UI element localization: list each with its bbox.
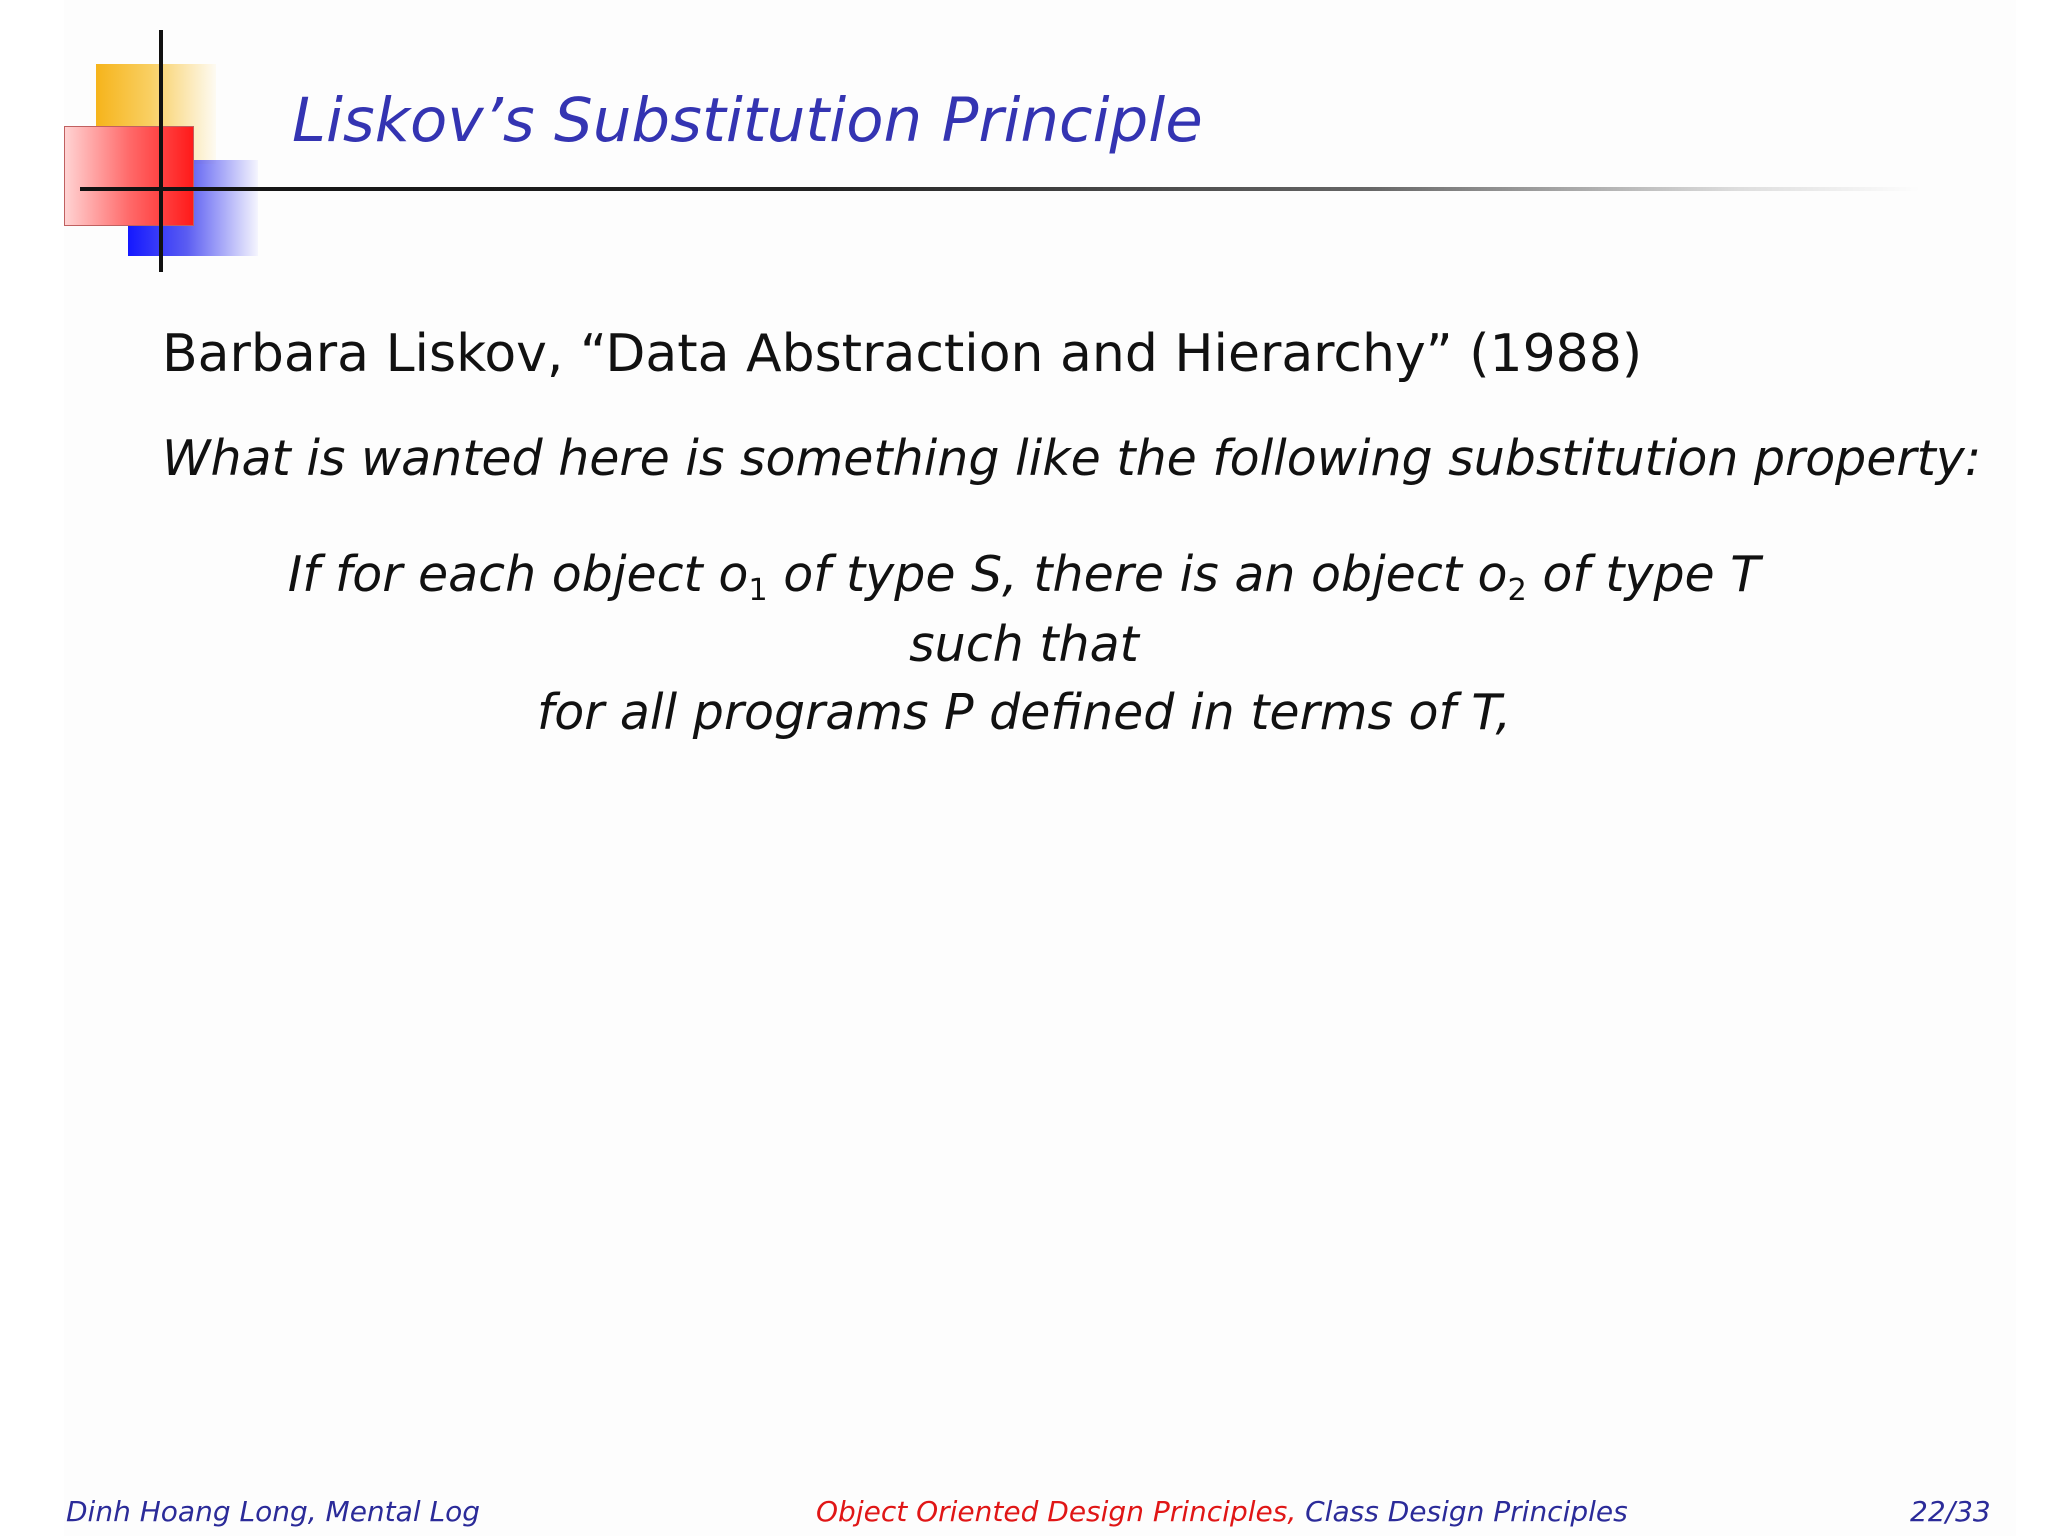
subscript: 1 — [748, 573, 768, 609]
page-number: 22/33 — [1910, 1495, 1991, 1528]
quote-line-3: for all programs P defined in terms of T, — [536, 684, 1512, 741]
title-rule — [80, 187, 1920, 191]
quote-text: of type S, there is an object o — [767, 546, 1508, 603]
footer-section-blue: Class Design Principles — [1305, 1495, 1628, 1528]
quote-line-2: such that — [909, 616, 1139, 673]
footer-section-red: Object Oriented Design Principles — [816, 1495, 1288, 1528]
footer-separator: , — [1287, 1495, 1306, 1528]
footer-section — [816, 1495, 1628, 1528]
quote-text: of type T — [1526, 546, 1761, 603]
slide-title: Liskov’s Substitution Principle — [292, 85, 1203, 156]
red-square — [64, 126, 194, 226]
intro-text: What is wanted here is something like the following substitution property: — [162, 430, 1982, 487]
quote-line-1 — [64, 546, 1984, 609]
author-citation: Barbara Liskov, “Data Abstraction and Hierarchy” (1988) — [162, 324, 1643, 384]
slide — [64, 0, 2016, 1536]
vertical-rule — [159, 30, 163, 272]
footer-author: Dinh Hoang Long, Mental Log — [66, 1495, 480, 1528]
quote-text: If for each object o — [287, 546, 749, 603]
subscript: 2 — [1507, 573, 1527, 609]
